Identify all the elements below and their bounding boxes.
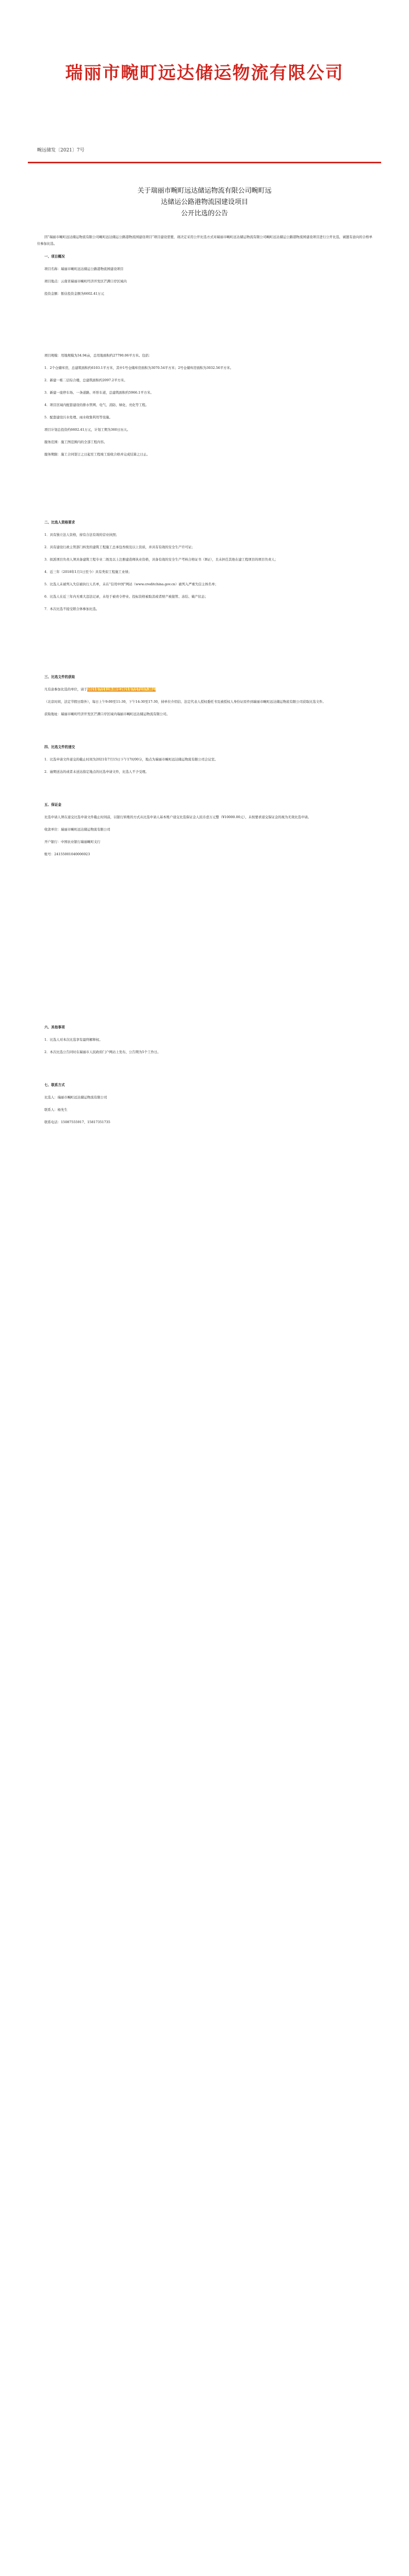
acquisition-line xyxy=(37,686,372,693)
contact-line: 联系人：杨先生 xyxy=(44,1108,68,1112)
requirement-line: 5．比选人未被列入失信被执行人名单，未在“信用中国”网站（www.creditchina.gov.cn）被列入严重失信主体名单； xyxy=(44,582,218,586)
requirement-line: 2．具有建设行政主管部门核发的建筑工程施工总承包叁级及以上资质，并具有有效的安全生产许可证； xyxy=(44,545,195,549)
section-heading: 五、保证金 xyxy=(44,803,61,807)
requirement-line: 1．具有独立法人资格，持有合法有效的营业执照； xyxy=(44,533,119,537)
scope-line: 1．2个仓储库房，总建筑面积约6103.1平方米，其中1号仓储库房面积为3070.54平方米；2号仓储库房面积为3032.56平方米。 xyxy=(44,366,234,370)
deposit-line: 收款单位：瑞丽市畹町远达储运物流有限公司 xyxy=(44,827,110,832)
notice-title-line: 达储运公路港物流园建设项目 xyxy=(160,198,248,206)
spacer xyxy=(37,464,372,513)
requirement-line: 7．本次比选不接受联合体参加比选。 xyxy=(44,607,100,611)
red-divider xyxy=(28,162,381,163)
company-banner: 瑞丽市畹町远达储运物流有限公司 xyxy=(65,63,344,83)
requirement-line: 3．拟派项目负责人须具备建筑工程专业二级及以上注册建造师执业资格，具备有效的安全生产考核合格证书（B证），且未担任其他在建工程项目的项目负责人； xyxy=(44,557,278,562)
submission-line: 1．比选申请文件递交的截止时间为2021年7月15日下午17时00分，地点为瑞丽市畹町远达储运物流有限公司会议室。 xyxy=(44,757,218,761)
spacer xyxy=(37,723,372,738)
spacer xyxy=(37,303,372,352)
spacer xyxy=(37,863,372,1018)
acquisition-date-range: 2021年7月1日9:00至2021年7月7日17:30止 xyxy=(87,687,156,691)
spacer xyxy=(37,781,372,795)
spacer xyxy=(37,618,372,668)
scope-line: 2．新建一栋二层综合楼，总建筑面积约2097.2平方米。 xyxy=(44,378,127,382)
notice-title xyxy=(46,185,363,219)
scope-line: 项目规模：用地规模为34.94亩，总用地面积约27790.06平方米。包括： xyxy=(44,353,152,358)
doc-number: 畹远储发〔2021〕7号 xyxy=(37,148,85,153)
acquisition-lead: 凡有意参加比选的单位，请于 xyxy=(44,687,88,691)
section-heading: 三、比选文件的获取 xyxy=(44,675,75,679)
acquisition-line: 获取地址：瑞丽市畹町经济开发区芒满口岸区域内瑞丽市畹町远达储运物流有限公司。 xyxy=(44,712,170,716)
spacer xyxy=(37,1061,372,1076)
project-name-line: 项目名称：瑞丽市畹町远达储运公路港物流园建设项目 xyxy=(44,267,124,271)
deposit-line: 比选申请人须在递交比选申请文件截止时间前，以银行转账的方式从比选申请人基本账户递交比选保证金人民币壹万元整（¥10000.00元），未按要求递交保证金的视为无效比选申请。 xyxy=(44,815,312,819)
notice-title-line: 公开比选的公告 xyxy=(181,210,228,217)
requirement-line: 6．比选人在近三年内无重大违法记录，未处于被责令停业、投标资格被取消或者财产被接管、冻结、破产状态； xyxy=(44,595,208,599)
section-heading: 六、其他事项 xyxy=(44,1025,65,1029)
scope-line: 3．新建一座停车场、一条道路、环形车道，总建筑面积约5966.1平方米。 xyxy=(44,391,154,395)
scope-line: 5．配套建设污水处理、雨水收集利用等设施。 xyxy=(44,415,112,419)
notice-title-line: 关于瑞丽市畹町远达储运物流有限公司畹町远 xyxy=(137,187,272,195)
scope-line: 项目计划总投资约6602.41万元，计划工期为360日历天。 xyxy=(44,428,130,432)
contact-line: 联系电话：15087555917、15817351735 xyxy=(44,1120,110,1124)
notice-body xyxy=(37,234,372,1131)
deposit-line: 开户银行：中国农业银行瑞丽畹町支行 xyxy=(44,840,101,844)
section-heading: 一、项目概况 xyxy=(44,255,65,259)
submission-line: 2．逾期送达的或者未送达指定地点的比选申请文件，比选人不予受理。 xyxy=(44,770,149,774)
section-heading: 二、比选人资格要求 xyxy=(44,520,75,524)
intro-paragraph: 因“瑞丽市畹町远达储运物流有限公司畹町远达储运公路港物流园建设项目”项目建设需要，现决定采用公开比选方式对瑞丽市畹町远达储运物流有限公司畹町远达储运公路港物流园建设项目进行公开比选，诚邀有意向的合格单位参加比选。 xyxy=(37,235,372,246)
deposit-line: 账号：24155001040006923 xyxy=(44,852,90,856)
project-investment-line: 投资金额：暂估投资金额为6602.41万元 xyxy=(44,292,104,296)
scope-line: 服务范围：施工图范围内的全部工程内容。 xyxy=(44,440,107,444)
other-line: 2．本次比选公告同时在瑞丽市人民政府门户网站上发布，公告期为5个工作日。 xyxy=(44,1050,161,1054)
scope-line: 服务期限：施工合同签订之日起至工程竣工验收合格并完成结算之日止。 xyxy=(44,452,150,456)
requirement-line: 4．近三年（2018年1月1日至今）具有类似工程施工业绩； xyxy=(44,570,132,574)
other-line: 1．比选人对本次比选享有最终解释权。 xyxy=(44,1038,103,1042)
contact-line: 比选人：瑞丽市畹町远达储运物流有限公司 xyxy=(44,1095,107,1099)
acquisition-line: （北京时间，法定节假日除外），每日上午9:00至11:30，下午14:30至17:30，持单位介绍信、法定代表人授权委托书及被授权人身份证原件到瑞丽市畹町远达储运物流有限公司获取比选文件。 xyxy=(44,700,326,704)
scope-line: 4．项目区域内配套建设给排水管网、电气、消防、绿化、亮化等工程。 xyxy=(44,403,149,407)
project-location-line: 项目地点：云南省瑞丽市畹町经济开发区芒满口岸区域内 xyxy=(44,279,127,283)
section-heading: 四、比选文件的递交 xyxy=(44,745,75,749)
section-heading: 七、联系方式 xyxy=(44,1083,65,1087)
